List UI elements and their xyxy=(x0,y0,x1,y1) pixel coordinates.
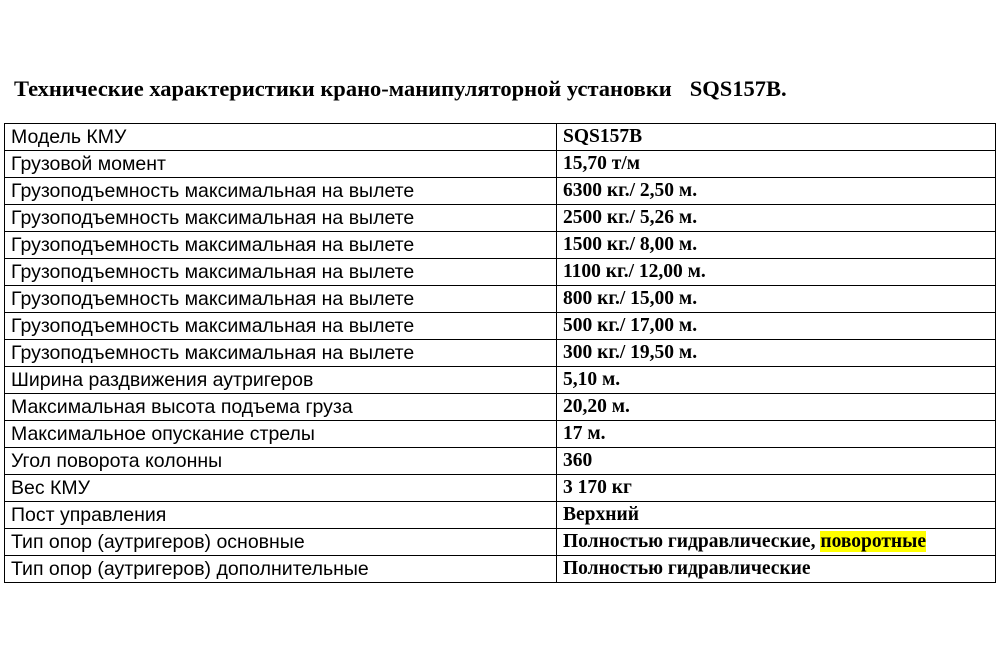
param-cell: Грузоподъемность максимальная на вылете xyxy=(5,205,557,232)
value-cell: Полностью гидравлические xyxy=(557,556,996,583)
value-cell: 17 м. xyxy=(557,421,996,448)
value-cell: SQS157B xyxy=(557,124,996,151)
table-row xyxy=(5,367,996,394)
table-row xyxy=(5,529,996,556)
value-cell: 6300 кг./ 2,50 м. xyxy=(557,178,996,205)
table-row xyxy=(5,232,996,259)
value-cell: 300 кг./ 19,50 м. xyxy=(557,340,996,367)
param-cell: Модель КМУ xyxy=(5,124,557,151)
value-text: Полностью гидравлические, xyxy=(563,531,816,552)
document-title xyxy=(14,76,787,102)
param-cell: Грузоподъемность максимальная на вылете xyxy=(5,286,557,313)
value-cell: 1500 кг./ 8,00 м. xyxy=(557,232,996,259)
table-row xyxy=(5,286,996,313)
value-cell xyxy=(557,529,996,556)
table-row xyxy=(5,124,996,151)
param-cell: Максимальная высота подъема груза xyxy=(5,394,557,421)
value-cell: 15,70 т/м xyxy=(557,151,996,178)
param-cell: Вес КМУ xyxy=(5,475,557,502)
table-row xyxy=(5,151,996,178)
table-row xyxy=(5,259,996,286)
table-row xyxy=(5,556,996,583)
table-row xyxy=(5,205,996,232)
table-row xyxy=(5,313,996,340)
table-row xyxy=(5,448,996,475)
param-cell: Грузоподъемность максимальная на вылете xyxy=(5,313,557,340)
value-cell: 3 170 кг xyxy=(557,475,996,502)
table-row xyxy=(5,502,996,529)
param-cell: Грузоподъемность максимальная на вылете xyxy=(5,259,557,286)
value-cell: 800 кг./ 15,00 м. xyxy=(557,286,996,313)
value-cell: 360 xyxy=(557,448,996,475)
param-cell: Угол поворота колонны xyxy=(5,448,557,475)
param-cell: Тип опор (аутригеров) основные xyxy=(5,529,557,556)
document-title-text: Технические характеристики крано-манипуляторной установки xyxy=(14,76,672,101)
table-row xyxy=(5,475,996,502)
value-cell: Верхний xyxy=(557,502,996,529)
value-cell: 1100 кг./ 12,00 м. xyxy=(557,259,996,286)
value-cell: 500 кг./ 17,00 м. xyxy=(557,313,996,340)
param-cell: Пост управления xyxy=(5,502,557,529)
table-row xyxy=(5,394,996,421)
param-cell: Грузовой момент xyxy=(5,151,557,178)
document-title-model: SQS157B. xyxy=(689,76,787,101)
highlighted-value-text: поворотные xyxy=(820,531,927,552)
value-cell: 5,10 м. xyxy=(557,367,996,394)
param-cell: Грузоподъемность максимальная на вылете xyxy=(5,340,557,367)
param-cell: Максимальное опускание стрелы xyxy=(5,421,557,448)
param-cell: Грузоподъемность максимальная на вылете xyxy=(5,232,557,259)
value-cell: 20,20 м. xyxy=(557,394,996,421)
value-cell: 2500 кг./ 5,26 м. xyxy=(557,205,996,232)
param-cell: Грузоподъемность максимальная на вылете xyxy=(5,178,557,205)
table-row xyxy=(5,421,996,448)
param-cell: Ширина раздвижения аутригеров xyxy=(5,367,557,394)
table-row xyxy=(5,340,996,367)
spec-table xyxy=(4,123,996,583)
table-row xyxy=(5,178,996,205)
param-cell: Тип опор (аутригеров) дополнительные xyxy=(5,556,557,583)
